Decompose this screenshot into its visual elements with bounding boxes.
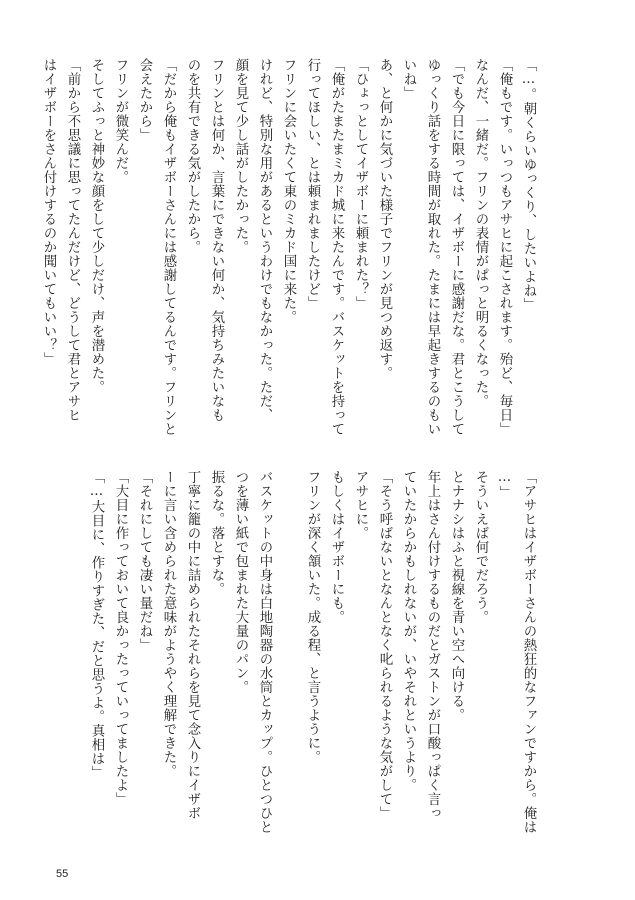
text-line: バスケットの中身は白地陶器の水筒とカップ。ひとつひと <box>257 470 272 834</box>
text-block-bottom <box>84 470 540 865</box>
text-block-top <box>36 58 540 453</box>
text-line: フリンが深く頷いた。成る程、と言うように。 <box>305 470 320 764</box>
text-line: 丁寧に籠の中に詰められたそれらを見て念入りにイザボ <box>185 470 200 820</box>
text-line: ゆっくり話をする時間が取れた。たまには早起きするのもい <box>425 58 440 436</box>
text-line: 年上はさん付けするものだとガストンが口酸っぱく言っ <box>425 470 440 820</box>
text-line: 「俺がたまたまミカド城に来たんです。バスケットを持って <box>329 58 344 436</box>
text-line: いね」 <box>401 58 416 100</box>
text-line: 会えたから」 <box>137 58 152 142</box>
text-line: フリンとは何か、言葉にできない何か、気持ちみたいなも <box>209 58 224 422</box>
text-line: はイザボーをさん付けするのか聞いてもいい？」 <box>41 58 56 366</box>
text-line: 「俺もです。いっつもアサヒに起こされます。殆ど、毎日」 <box>497 58 512 436</box>
text-line: 「アサヒはイザボーさんの熱狂的なファンですから。俺は <box>521 470 536 834</box>
text-line: フリンに会いたくて東のミカド国に来た。 <box>281 58 296 324</box>
text-line: ーに言い含められた意味がようやく理解できた。 <box>161 470 176 778</box>
text-line: 「前から不思議に思ってたんだけど、どうして君とアサヒ <box>65 58 80 422</box>
text-line: そしてふっと神妙な顔をして少しだけ、声を潜めた。 <box>89 58 104 394</box>
text-line: けれど、特別な用があるというわけでもなかった。ただ、 <box>257 58 272 422</box>
text-line: ていたからかもしれないが、いやそれというより。 <box>401 470 416 792</box>
text-line: 「それにしても凄い量だね」 <box>137 470 152 652</box>
text-line: 行ってほしい、とは頼まれましたけど」 <box>305 58 320 310</box>
text-line: そういえば何でだろう。 <box>473 470 488 624</box>
text-line: 「ひょっとしてイザボーに頼まれた？」 <box>353 58 368 310</box>
text-line: とナナシはふと視線を青い空へ向ける。 <box>449 470 464 722</box>
text-line: のを共有できる気がしたから。 <box>185 58 200 254</box>
text-line: 「だから俺もイザボーさんには感謝してるんです。フリンと <box>161 58 176 436</box>
text-line: あ、と何かに気づいた様子でフリンが見つめ返す。 <box>377 58 392 380</box>
text-line: もしくはイザボーにも。 <box>329 470 344 624</box>
text-line: 「…大目に、作りすぎた、だと思うよ。真相は」 <box>89 470 104 780</box>
text-line: アサヒに。 <box>353 470 368 540</box>
blank-line <box>276 470 300 865</box>
text-line: 「でも今日に限っては、イザボーに感謝だな。君とこうして <box>449 58 464 436</box>
text-line: フリンが微笑んだ。 <box>113 58 128 184</box>
text-line: …」 <box>497 470 512 500</box>
page-number: 55 <box>56 868 69 880</box>
text-line: つを薄い紙で包まれた大量のパン。 <box>233 470 248 694</box>
text-line: 振るな。落とすな。 <box>209 470 224 596</box>
text-line: 顔を見て少し話がしたかった。 <box>233 58 248 254</box>
text-line: 「…。朝くらいゆっくり、したいよね」 <box>521 58 536 312</box>
text-line: 「そう呼ばないとなんとなく叱られるような気がして」 <box>377 470 392 820</box>
text-line: なんだ、一緒だ。フリンの表情がぱっと明るくなった。 <box>473 58 488 408</box>
text-line: 「大目に作っておいて良かったっていってましたよ」 <box>113 470 128 806</box>
